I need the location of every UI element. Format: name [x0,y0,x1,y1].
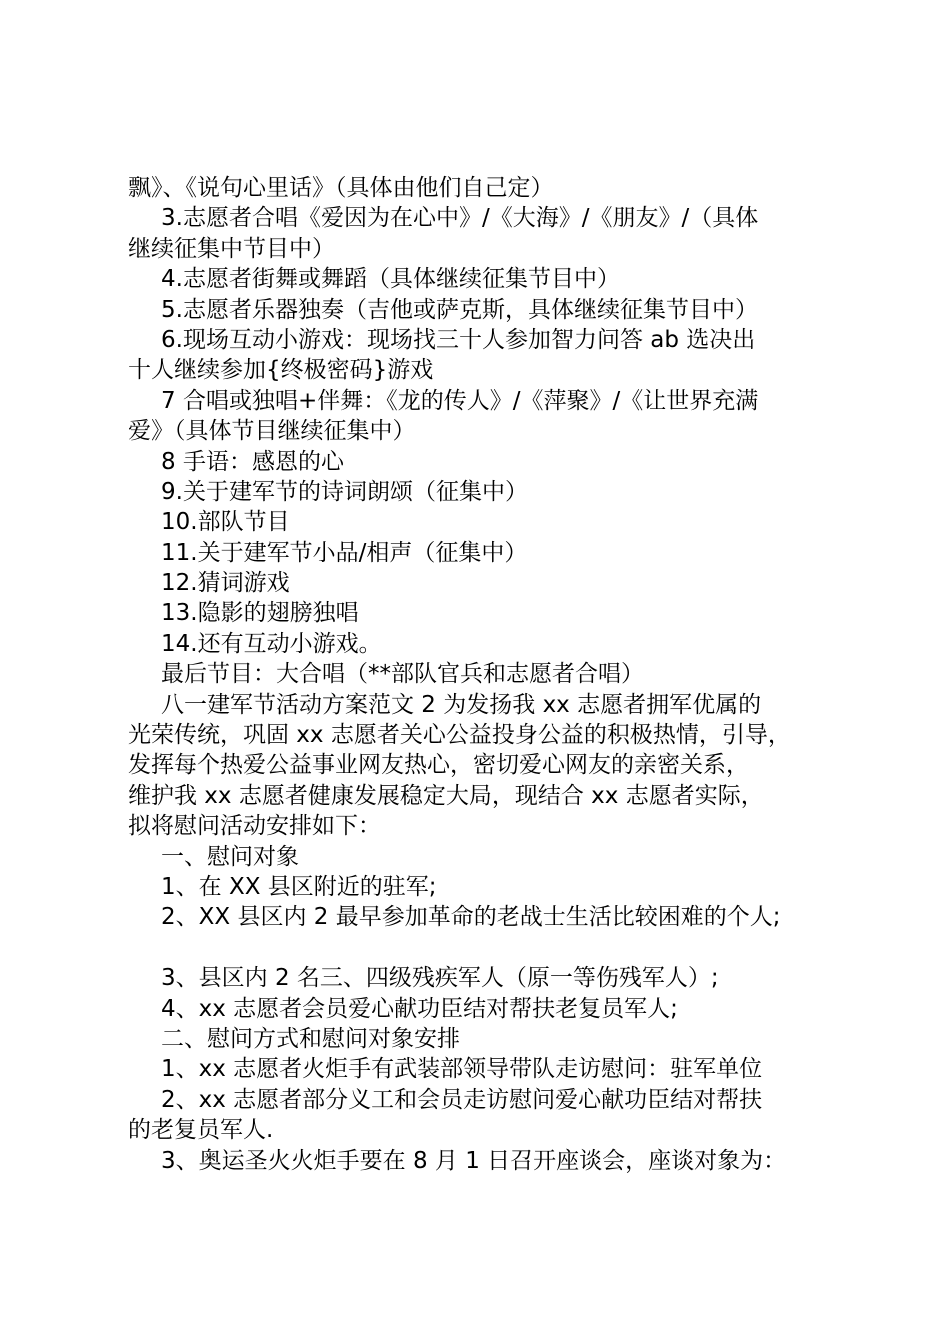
text-line: 发挥每个热爱公益事业网友热心，密切爱心网友的亲密关系， [128,752,749,779]
blank-line [128,933,838,963]
text-line: 3、奥运圣火火炬手要在 8 月 1 日召开座谈会，座谈对象为： [161,1147,787,1174]
text-line: 8 手语：感恩的心 [161,448,344,475]
text-line: 光荣传统，巩固 xx 志愿者关心公益投身公益的积极热情，引导， [128,722,791,749]
text-line: 的老复员军人. [128,1117,274,1144]
document-body [128,173,838,1176]
text-line: 八一建军节活动方案范文 2 为发扬我 xx 志愿者拥军优属的 [161,691,762,718]
text-line: 1、xx 志愿者火炬手有武装部领导带队走访慰问：驻军单位 [161,1056,763,1083]
text-line: 2、XX 县区内 2 最早参加革命的老战士生活比较困难的个人; [161,904,781,931]
text-line: 拟将慰问活动安排如下： [128,813,381,840]
text-line: 10.部队节目 [161,509,290,536]
text-line: 6.现场互动小游戏：现场找三十人参加智力问答 ab 选决出 [161,326,756,353]
text-line: 2、xx 志愿者部分义工和会员走访慰问爱心献功臣结对帮扶 [161,1086,763,1113]
text-line: 7 合唱或独唱+伴舞：《龙的传人》/《萍聚》/《让世界充满 [161,387,759,414]
text-line: 1、在 XX 县区附近的驻军; [161,873,437,900]
text-line: 3、县区内 2 名三、四级残疾军人（原一等伤残军人）; [161,965,719,992]
text-line: 4、xx 志愿者会员爱心献功臣结对帮扶老复员军人; [161,995,678,1022]
text-line: 5.志愿者乐器独奏（吉他或萨克斯，具体继续征集节目中） [161,296,758,323]
text-line: 13.隐影的翅膀独唱 [161,600,359,627]
text-line: 9.关于建军节的诗词朗颂（征集中） [161,478,528,505]
text-line: 11.关于建军节小品/相声（征集中） [161,539,528,566]
text-line: 二、慰问方式和慰问对象安排 [161,1025,460,1052]
text-line: 十人继续参加{终极密码}游戏 [128,357,434,384]
text-line: 飘》、《说句心里话》（具体由他们自己定） [128,175,554,201]
text-line: 继续征集中节目中） [128,235,335,262]
text-line: 12.猜词游戏 [161,570,290,597]
text-line: 一、慰问对象 [161,843,299,870]
text-line: 4.志愿者街舞或舞蹈（具体继续征集节目中） [161,266,620,293]
text-line: 14.还有互动小游戏。 [161,630,382,657]
text-line: 维护我 xx 志愿者健康发展稳定大局，现结合 xx 志愿者实际， [128,782,764,809]
text-line: 最后节目：大合唱（**部队官兵和志愿者合唱） [161,661,644,688]
text-line: 3.志愿者合唱《爱因为在心中》/《大海》/《朋友》/（具体 [161,205,759,232]
text-line: 爱》（具体节目继续征集中） [128,418,416,445]
